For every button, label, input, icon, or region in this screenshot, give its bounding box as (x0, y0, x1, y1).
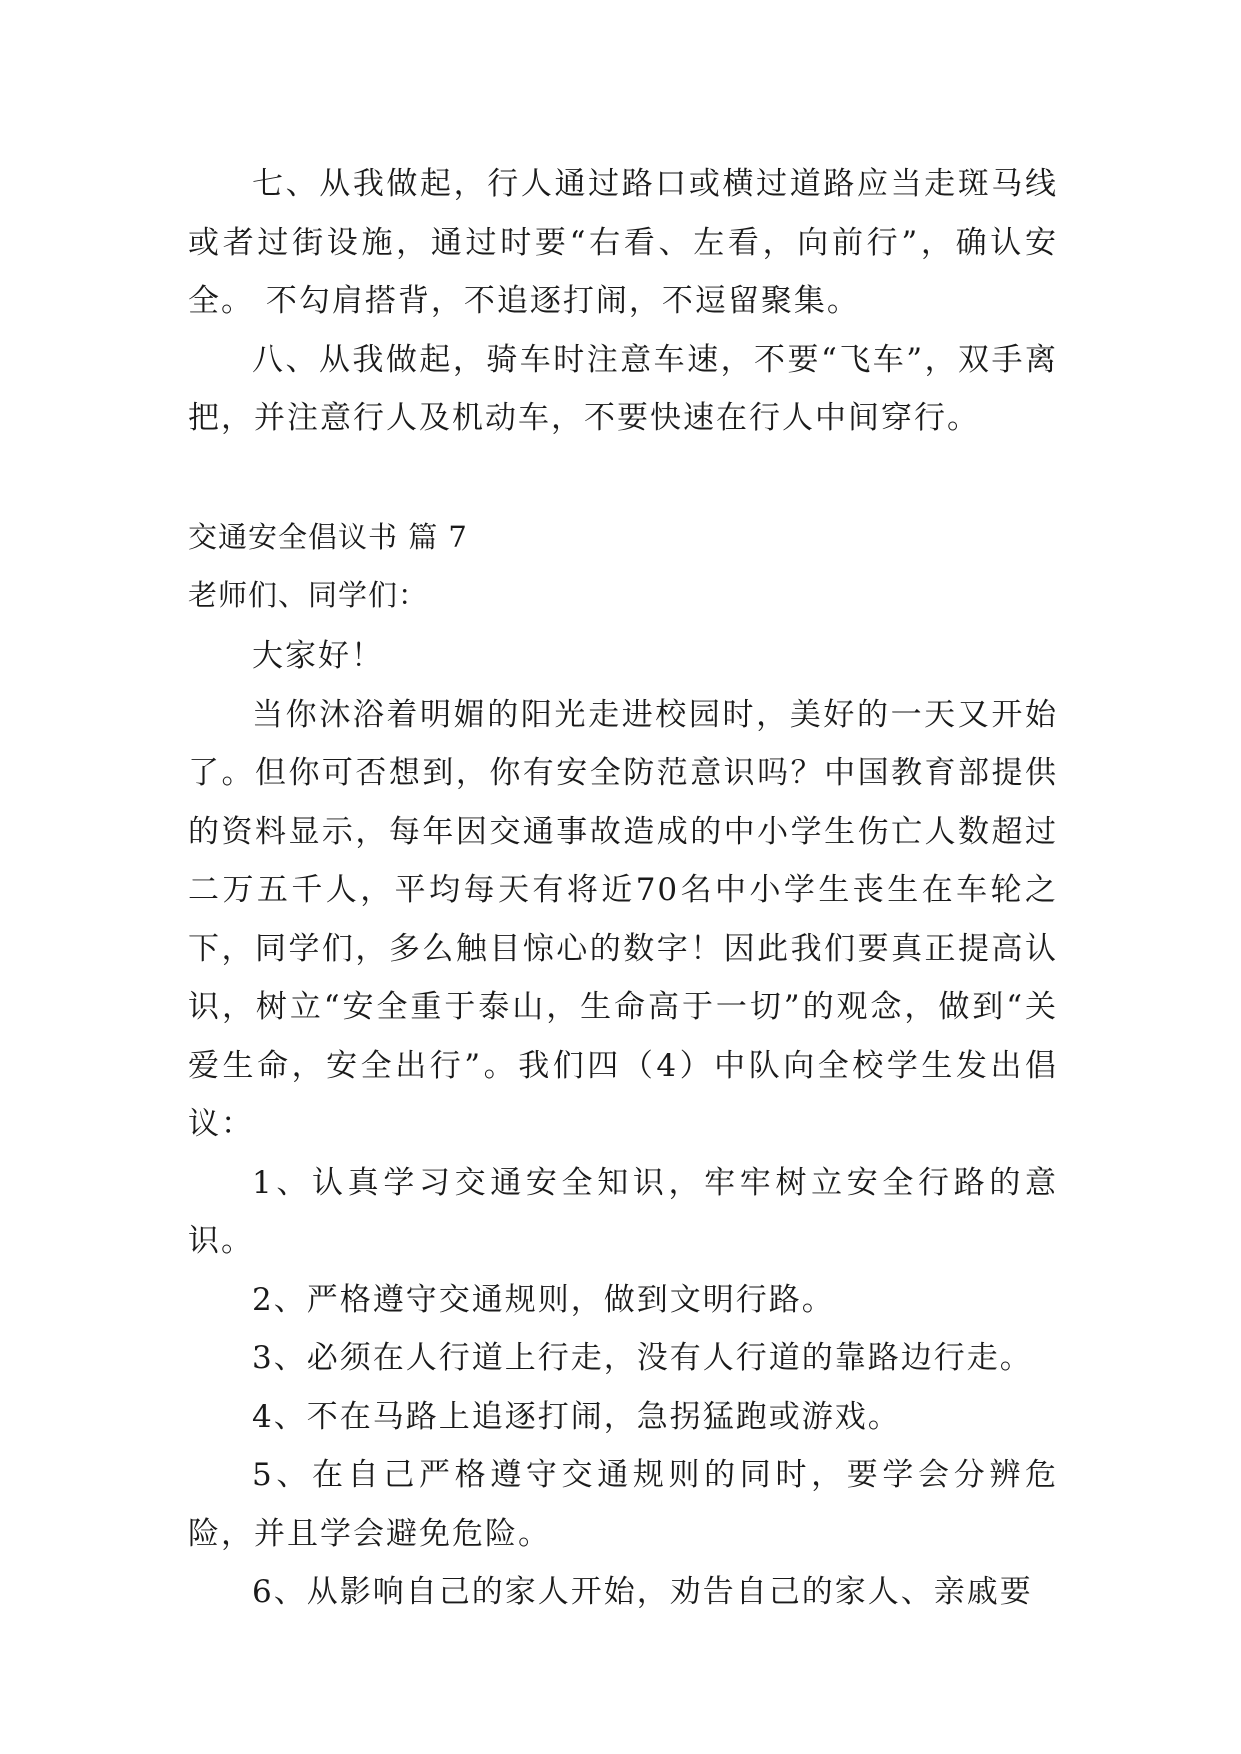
greeting: 大家好！ (252, 638, 384, 674)
section-title: 交通安全倡议书 篇 7 (188, 520, 468, 554)
paragraph-seven: 七、从我做起，行人通过路口或横过道路应当走斑马线或者过街设施，通过时要“右看、左看，向前行”，确认安全。 不勾肩搭背，不追逐打闹，不逗留聚集。 (188, 166, 1058, 319)
list-item: 6、从影响自己的家人开始，劝告自己的家人、亲戚要 (252, 1574, 1033, 1610)
body-paragraph: 当你沐浴着明媚的阳光走进校园时，美好的一天又开始了。但你可否想到，你有安全防范意识吗？中国教育部提供的资料显示，每年因交通事故造成的中小学生伤亡人数超过二万五千人，平均每天有将近70名中小学生丧生在车轮之下，同学们，多么触目惊心的数字！因此我们要真正提高认识，树立“安全重于泰山，生命高于一切”的观念，做到“关爱生命，安全出行”。我们四（4）中队向全校学生发出倡议： (188, 696, 1058, 1142)
section-body (188, 627, 1058, 1622)
salutation: 老师们、同学们： (188, 578, 429, 612)
list-item: 2、严格遵守交通规则，做到文明行路。 (252, 1281, 835, 1318)
top-section (188, 155, 1058, 448)
list-item: 3、必须在人行道上行走，没有人行道的靠路边行走。 (252, 1340, 1033, 1376)
list-item: 4、不在马路上追逐打闹，急拐猛跑或游戏。 (252, 1398, 901, 1435)
list-item: 1、认真学习交通安全知识，牢牢树立安全行路的意识。 (188, 1164, 1058, 1259)
list-item: 5、在自己严格遵守交通规则的同时，要学会分辨危险，并且学会避免危险。 (188, 1457, 1058, 1552)
paragraph-eight: 八、从我做起，骑车时注意车速，不要“飞车”，双手离把，并注意行人及机动车，不要快速在行人中间穿行。 (188, 341, 1058, 436)
